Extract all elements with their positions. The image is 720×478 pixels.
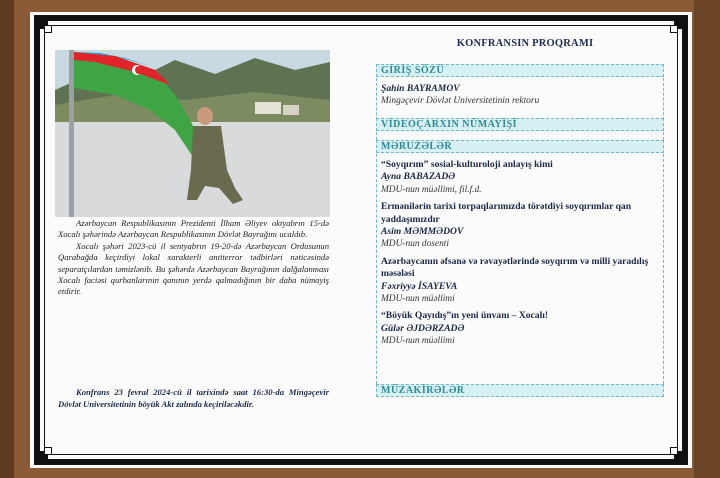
photo-caption	[58, 218, 329, 298]
report-author: Ayna BABAZADƏ	[381, 171, 456, 183]
photo-person-head	[197, 107, 213, 125]
opening-speaker-name: Şahin BAYRAMOV	[381, 83, 460, 94]
photo-illustration	[55, 50, 330, 217]
report-author-role: MDU-nun müəllimi	[381, 336, 455, 347]
opening-speaker-role: Mingəçevir Dövlət Universitetinin rektoru	[381, 96, 540, 107]
report-title: Ermənilərin tarixi torpaqlarımızda törətdiyi soyqırımlar qan yaddaşımızdır	[381, 201, 632, 225]
photo-building	[255, 102, 281, 114]
report-item	[381, 201, 659, 251]
frame-corner-square	[670, 25, 678, 33]
report-author-role: MDU-nun müəllimi, fil.f.d.	[381, 184, 482, 195]
photo-flagpole	[69, 50, 74, 217]
reports-block	[376, 154, 664, 384]
report-title: “Soyqırım” sosial-kulturoloji anlayış kimi	[381, 159, 553, 170]
report-author: Fəxriyyə İSAYEVA	[381, 280, 458, 292]
section-header-discussion: MÜZAKİRƏLƏR	[376, 384, 664, 397]
section-header-reports: MƏRUZƏLƏR	[376, 140, 664, 153]
frame-corner-square	[44, 447, 52, 455]
report-item	[381, 256, 659, 306]
conference-date-note: Konfrans 23 fevral 2024-cü il tarixində saat 16:30-da Mingəçevir Dövlət Universitetinin böyük Akt zalında keçiriləcəkdir.	[58, 387, 329, 409]
photo-flag-crescent-cut	[135, 66, 143, 74]
report-title: Azərbaycanın əfsanə və rəvayətlərində soyqırım və milli yaradılış məsələsi	[381, 255, 649, 280]
photo-building	[283, 105, 299, 115]
report-author: Asim MƏMMƏDOV	[381, 226, 464, 238]
background-right-edge	[694, 0, 720, 478]
frame-corner-square	[44, 25, 52, 33]
caption-paragraph-2: Xocalı şəhəri 2023-cü il sentyabrın 19-20-də Azərbaycan Ordusunun Qarabağda keçirdiyi lokal xarakterli antiterror tədbirləri nəticəsində separatçılardan təmizlənib. Bu şəhərdə Azərbaycan Bayrağının dalğalanması Xocalı faciəsi qurbanlarının qanının yerdə qalmadığının bir daha nümayiş etdirir.	[58, 240, 329, 297]
caption-paragraph-1: Azərbaycan Respublikasının Prezidenti İlham Əliyev oktyabrın 15-də Xocalı şəhərində Azərbaycan Respublikasının Dövlət Bayrağını ucaldıb.	[58, 218, 329, 240]
report-item	[381, 310, 659, 347]
brochure-page	[30, 12, 692, 468]
program-title: KONFRANSIN PROQRAMI	[456, 38, 594, 49]
background-left-edge	[0, 0, 14, 478]
flag-raising-photo	[55, 50, 330, 217]
report-item	[381, 159, 659, 196]
report-title: “Böyük Qayıdış”ın yeni ünvanı – Xocalı!	[381, 310, 549, 322]
frame-corner-square	[670, 447, 678, 455]
section-header-opening: GİRİŞ SÖZÜ	[376, 64, 664, 77]
report-author-role: MDU-nun dosenti	[381, 239, 449, 250]
report-author-role: MDU-nun müəllimi	[381, 294, 455, 305]
report-author: Gülər ƏJDƏRZADƏ	[381, 322, 465, 334]
video-block	[376, 132, 664, 140]
section-header-video: VİDEOÇARXIN NÜMAYİŞİ	[376, 118, 664, 131]
